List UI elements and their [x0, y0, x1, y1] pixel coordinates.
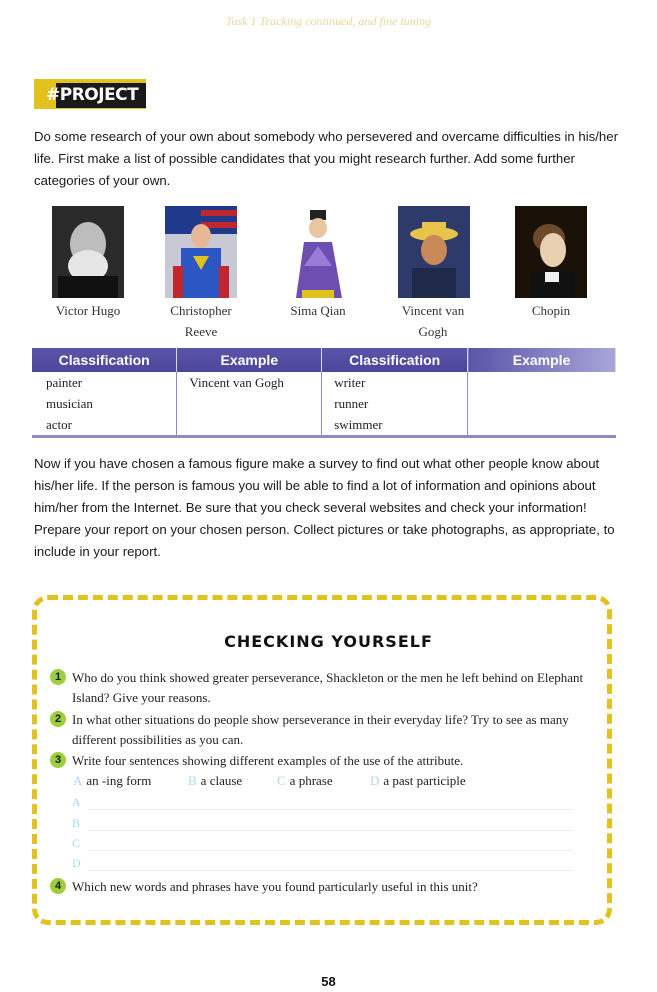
table-cell: actor: [32, 414, 177, 437]
portrait-victor-hugo: [52, 206, 124, 298]
caption-chopin: Chopin: [531, 303, 571, 318]
header-classification-1: Classification: [32, 348, 177, 372]
question-1: [50, 668, 600, 708]
question-number: 4: [50, 878, 66, 894]
survey-paragraph: Now if you have chosen a famous figure make a survey to find out what other people know about his/her life. If the person is famous you will be able to find a lot of information and opinions about him/her from the Internet. Be sure that you check several websites and check your information! Prepare your report on your chosen person. Collect pictures or take photographs, as appropriate, to include in your report.: [34, 456, 615, 559]
question-text: Who do you think showed greater perseverance, Shackleton or the men he left behind on Elephant Island? Give your reasons.: [72, 670, 584, 705]
table-cell: [177, 393, 322, 414]
table-cell: painter: [32, 372, 177, 393]
header-example-1: Example: [177, 348, 322, 372]
checking-yourself-title: CHECKING YOURSELF: [224, 632, 433, 651]
table-cell: [468, 393, 616, 414]
table-cell: Vincent van Gogh: [177, 372, 322, 393]
portrait-christopher-reeve: [165, 206, 237, 298]
table-cell: runner: [322, 393, 468, 414]
question-text: Which new words and phrases have you found particularly useful in this unit?: [72, 879, 478, 894]
answer-line-d[interactable]: D: [72, 856, 572, 876]
answer-line-a[interactable]: A: [72, 795, 572, 815]
option-b: B a clause: [188, 773, 243, 788]
caption-victor-hugo: Victor Hugo: [55, 303, 121, 318]
faded-header: Task 1 Tracking continued, and fine tuning: [225, 14, 432, 28]
table-row: [32, 414, 616, 437]
portrait-chopin: [515, 206, 587, 298]
option-a: A an -ing form: [73, 773, 152, 788]
caption-christopher-reeve: Christopher Reeve: [170, 303, 232, 339]
question-number: 3: [50, 752, 66, 768]
portrait-van-gogh: [398, 206, 470, 298]
question-number: 1: [50, 669, 66, 685]
table-cell: writer: [322, 372, 468, 393]
question-2: [50, 710, 600, 750]
question-text: In what other situations do people show perseverance in their everyday life? Try to see as many different possibilities as you can.: [72, 712, 569, 747]
portrait-sima-qian: [282, 206, 354, 298]
header-classification-2: Classification: [322, 348, 468, 372]
question-3: [50, 751, 600, 771]
intro-paragraph: Do some research of your own about somebody who persevered and overcame difficulties in his/her life. First make a list of possible candidates that you might research further. Add some further categories of your own.: [34, 129, 618, 188]
question-number: 2: [50, 711, 66, 727]
option-d: D a past participle: [370, 773, 466, 788]
question-text: Write four sentences showing different examples of the use of the attribute.: [72, 753, 464, 768]
table-row: [32, 372, 616, 393]
answer-line-c[interactable]: C: [72, 836, 572, 856]
classification-table: [32, 348, 616, 438]
table-cell: [468, 414, 616, 437]
question-4: [50, 877, 600, 897]
project-badge: [34, 79, 146, 109]
table-cell: swimmer: [322, 414, 468, 437]
table-cell: musician: [32, 393, 177, 414]
table-row: [32, 393, 616, 414]
header-example-2: Example: [468, 348, 616, 372]
page-number: 58: [321, 974, 336, 989]
table-cell: [468, 372, 616, 393]
caption-van-gogh: Vincent van Gogh: [401, 303, 465, 339]
option-c: C a phrase: [277, 773, 333, 788]
table-cell: [177, 414, 322, 437]
caption-sima-qian: Sima Qian: [290, 303, 346, 318]
project-label: #PROJECT: [46, 85, 139, 105]
answer-line-b[interactable]: B: [72, 816, 572, 836]
